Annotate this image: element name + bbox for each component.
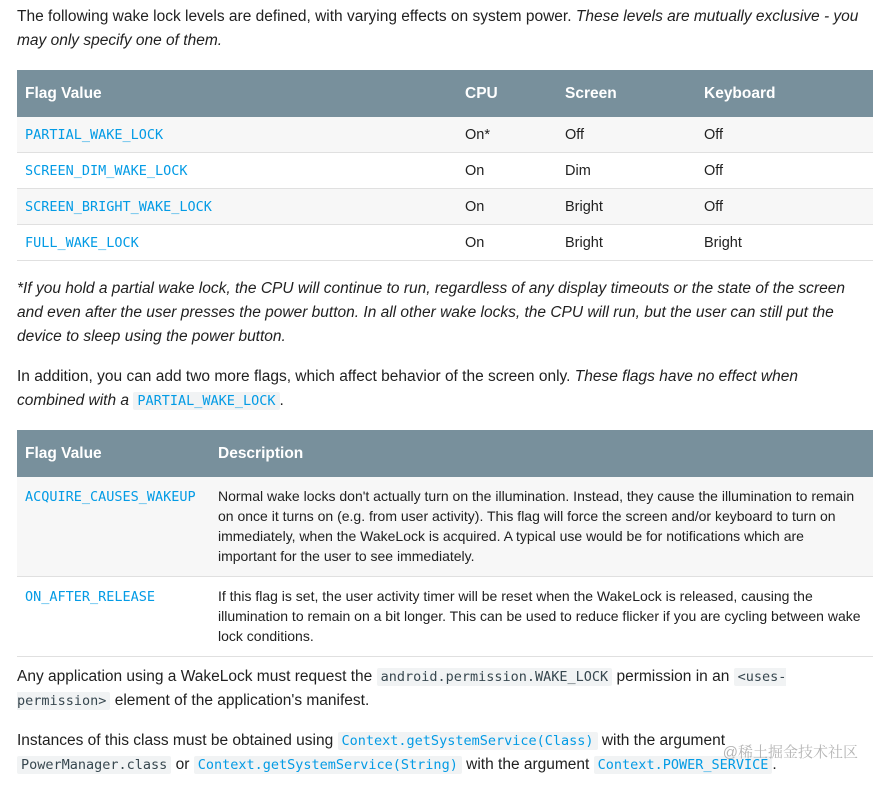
addition-emphasis: These flags have no effect when combined with a: [17, 368, 798, 409]
column-header: CPU: [457, 70, 557, 117]
instances-end: .: [772, 756, 777, 773]
cpu-cell: On: [457, 225, 557, 261]
instances-text: or: [175, 756, 190, 773]
table-row: [17, 225, 873, 261]
screen-flags-table: [17, 430, 873, 657]
power-manager-class-code: PowerManager.class: [17, 756, 171, 774]
power-service-link[interactable]: Context.POWER_SERVICE: [594, 756, 773, 774]
intro-text: The following wake lock levels are defined, with varying effects on system power.: [17, 8, 572, 25]
flag-link[interactable]: SCREEN_BRIGHT_WAKE_LOCK: [25, 198, 212, 215]
permission-text: Any application using a WakeLock must request the: [17, 668, 373, 685]
wake-lock-permission-code: android.permission.WAKE_LOCK: [377, 668, 613, 686]
cpu-cell: On: [457, 189, 557, 225]
footnote-text: *If you hold a partial wake lock, the CPU will continue to run, regardless of any display timeouts or the state of the screen and even after the user presses the power button. In all other wake locks, the CPU will run, but the user can still put the device to sleep using the power button.: [17, 280, 845, 345]
table-header-row: [17, 430, 873, 477]
instances-paragraph: [17, 729, 837, 777]
column-header: Flag Value: [17, 70, 457, 117]
table-header-row: [17, 70, 873, 117]
intro-paragraph: [17, 5, 867, 53]
keyboard-cell: Off: [696, 153, 873, 189]
table-row: [17, 189, 873, 225]
flag-link[interactable]: SCREEN_DIM_WAKE_LOCK: [25, 162, 188, 179]
addition-paragraph: [17, 365, 867, 413]
cpu-cell: On*: [457, 117, 557, 153]
cpu-cell: On: [457, 153, 557, 189]
column-header: Screen: [557, 70, 696, 117]
instances-text: with the argument: [466, 756, 590, 773]
instances-text: with the argument: [601, 732, 726, 749]
description-cell: If this flag is set, the user activity timer will be reset when the WakeLock is released, causing the illumination to remain on a bit longer. This can be used to reduce flicker if you are cycling between wake lock conditions.: [210, 577, 873, 657]
description-cell: Normal wake locks don't actually turn on the illumination. Instead, they cause the illumination to remain on once it turns on (e.g. from user activity). This flag will force the screen and/or keyboard to turn on immediately, when the WakeLock is acquired. A typical use would be for notifications which are important for the user to see immediately.: [210, 477, 873, 577]
keyboard-cell: Off: [696, 117, 873, 153]
table-row: [17, 477, 873, 577]
wake-lock-levels-table: [17, 70, 873, 261]
screen-cell: Dim: [557, 153, 696, 189]
column-header: Description: [210, 430, 873, 477]
column-header: Keyboard: [696, 70, 873, 117]
flag-link[interactable]: ACQUIRE_CAUSES_WAKEUP: [25, 489, 196, 505]
watermark: @稀土掘金技术社区: [722, 744, 858, 761]
table-row: [17, 117, 873, 153]
intro-emphasis: These levels are mutually exclusive - you may only specify one of them.: [17, 8, 859, 49]
screen-cell: Off: [557, 117, 696, 153]
addition-end: .: [279, 392, 284, 409]
flag-link[interactable]: FULL_WAKE_LOCK: [25, 234, 139, 251]
instances-text: Instances of this class must be obtained using: [17, 732, 334, 749]
flag-link[interactable]: ON_AFTER_RELEASE: [25, 589, 156, 605]
screen-cell: Bright: [557, 225, 696, 261]
screen-cell: Bright: [557, 189, 696, 225]
permission-text: element of the application's manifest.: [114, 692, 370, 709]
get-system-service-string-link[interactable]: Context.getSystemService(String): [194, 756, 462, 774]
keyboard-cell: Bright: [696, 225, 873, 261]
permission-text: permission in an: [616, 668, 730, 685]
flag-link[interactable]: PARTIAL_WAKE_LOCK: [25, 126, 164, 143]
partial-wake-lock-link[interactable]: PARTIAL_WAKE_LOCK: [133, 392, 279, 410]
uses-permission-code: <uses-permission>: [17, 669, 787, 709]
permission-paragraph: [17, 665, 857, 713]
footnote: [17, 277, 867, 349]
table-row: [17, 153, 873, 189]
column-header: Flag Value: [17, 430, 210, 477]
get-system-service-class-link[interactable]: Context.getSystemService(Class): [338, 732, 598, 750]
keyboard-cell: Off: [696, 189, 873, 225]
addition-text: In addition, you can add two more flags, which affect behavior of the screen only.: [17, 368, 571, 385]
table-row: [17, 577, 873, 657]
